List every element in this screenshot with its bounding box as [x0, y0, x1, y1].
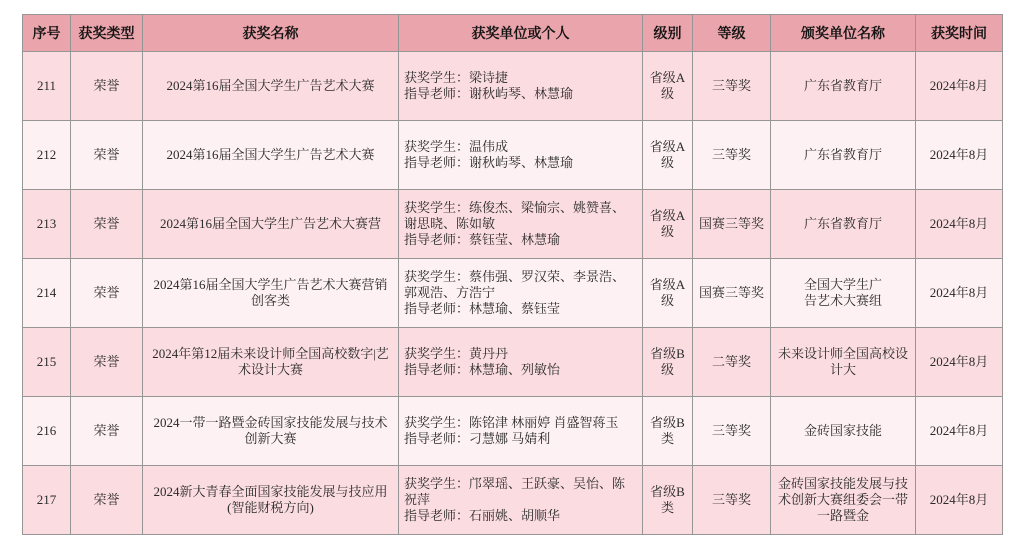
- time-cell: [916, 52, 1003, 121]
- time-cell: [916, 328, 1003, 397]
- advisors-line: 指导老师：谢秋屿琴、林慧瑜: [404, 155, 574, 170]
- index-cell: [23, 397, 71, 466]
- level-cell: [643, 190, 693, 259]
- award-type: 荣誉: [93, 78, 120, 93]
- name-cell: [143, 328, 399, 397]
- award-row: [23, 466, 1003, 535]
- row-index: 212: [36, 147, 57, 162]
- award-name: 2024第16届全国大学生广告艺术大赛: [166, 78, 375, 93]
- name-cell: [143, 259, 399, 328]
- level-cell: [643, 466, 693, 535]
- winner-cell: [399, 121, 643, 190]
- award-row: [23, 190, 1003, 259]
- winner-block: [404, 476, 630, 524]
- index-cell: [23, 121, 71, 190]
- issuer-cell: [771, 52, 916, 121]
- award-name: 2024一带一路暨金砖国家技能发展与技术创新大赛: [153, 415, 388, 446]
- time-cell: [916, 190, 1003, 259]
- issuer-cell: [771, 190, 916, 259]
- level-cell: [643, 397, 693, 466]
- winner-block: [404, 139, 630, 171]
- award-time: 2024年8月: [929, 285, 989, 300]
- award-type: 荣誉: [93, 354, 120, 369]
- time-cell: [916, 259, 1003, 328]
- header-level: 级别: [643, 15, 693, 52]
- index-cell: [23, 52, 71, 121]
- award-time: 2024年8月: [929, 216, 989, 231]
- table-header: [23, 15, 1003, 52]
- issuer-cell: [771, 328, 916, 397]
- advisors-line: 指导老师：刁慧娜 马婧利: [404, 431, 551, 446]
- header-type: 获奖类型: [71, 15, 143, 52]
- students-line: 获奖学生：练俊杰、梁愉宗、姚赞喜、谢思晓、陈如敏: [404, 200, 626, 231]
- award-time: 2024年8月: [929, 147, 989, 162]
- time-cell: [916, 397, 1003, 466]
- award-time: 2024年8月: [929, 492, 989, 507]
- award-time: 2024年8月: [929, 354, 989, 369]
- award-type: 荣誉: [93, 423, 120, 438]
- award-level: 省级B级: [650, 346, 685, 377]
- advisors-line: 指导老师：谢秋屿琴、林慧瑜: [404, 86, 574, 101]
- award-row: [23, 121, 1003, 190]
- time-cell: [916, 121, 1003, 190]
- students-line: 获奖学生：梁诗捷: [404, 70, 509, 85]
- row-index: 214: [36, 285, 57, 300]
- award-grade: 三等奖: [711, 147, 751, 162]
- award-grade: 国赛三等奖: [698, 216, 764, 231]
- advisors-line: 指导老师：林慧瑜、列敏怡: [404, 362, 561, 377]
- issuer-name: 金砖国家技能: [803, 423, 882, 438]
- award-name: 2024第16届全国大学生广告艺术大赛营销创客类: [153, 277, 388, 308]
- winner-cell: [399, 466, 643, 535]
- award-time: 2024年8月: [929, 423, 989, 438]
- award-level: 省级B类: [650, 484, 685, 515]
- index-cell: [23, 259, 71, 328]
- row-index: 216: [36, 423, 57, 438]
- name-cell: [143, 397, 399, 466]
- name-cell: [143, 466, 399, 535]
- issuer-name: 广东省教育厅: [803, 147, 882, 162]
- winner-block: [404, 70, 630, 102]
- level-cell: [643, 121, 693, 190]
- winner-cell: [399, 259, 643, 328]
- winner-block: [404, 346, 630, 378]
- award-level: 省级A级: [649, 277, 686, 308]
- header-index: 序号: [23, 15, 71, 52]
- name-cell: [143, 52, 399, 121]
- type-cell: [71, 328, 143, 397]
- grade-cell: [693, 328, 771, 397]
- students-line: 获奖学生：蔡伟强、罗汉荣、李景浩、郭观浩、方浩宁: [404, 269, 626, 300]
- winner-cell: [399, 52, 643, 121]
- grade-cell: [693, 466, 771, 535]
- type-cell: [71, 121, 143, 190]
- table-body: [23, 52, 1003, 535]
- award-type: 荣誉: [93, 147, 120, 162]
- award-row: [23, 397, 1003, 466]
- type-cell: [71, 397, 143, 466]
- winner-cell: [399, 397, 643, 466]
- time-cell: [916, 466, 1003, 535]
- header-time: 获奖时间: [916, 15, 1003, 52]
- award-type: 荣誉: [93, 216, 120, 231]
- issuer-cell: [771, 259, 916, 328]
- advisors-line: 指导老师：石丽姚、胡顺华: [404, 508, 561, 523]
- header-row: [23, 15, 1003, 52]
- index-cell: [23, 190, 71, 259]
- row-index: 217: [36, 492, 57, 507]
- level-cell: [643, 52, 693, 121]
- name-cell: [143, 121, 399, 190]
- type-cell: [71, 190, 143, 259]
- issuer-name: 广东省教育厅: [803, 216, 882, 231]
- winner-cell: [399, 328, 643, 397]
- header-grade: 等级: [693, 15, 771, 52]
- advisors-line: 指导老师：林慧瑜、蔡钰莹: [404, 301, 561, 316]
- issuer-name: 全国大学生广告艺术大赛组: [803, 277, 882, 308]
- row-index: 213: [36, 216, 57, 231]
- issuer-cell: [771, 466, 916, 535]
- award-level: 省级A级: [649, 208, 686, 239]
- header-winner: 获奖单位或个人: [399, 15, 643, 52]
- index-cell: [23, 466, 71, 535]
- award-type: 荣誉: [93, 285, 120, 300]
- level-cell: [643, 328, 693, 397]
- award-grade: 二等奖: [711, 354, 751, 369]
- issuer-name: 广东省教育厅: [803, 78, 882, 93]
- award-row: [23, 328, 1003, 397]
- advisors-line: 指导老师：蔡钰莹、林慧瑜: [404, 232, 561, 247]
- issuer-name: 未来设计师全国高校设计大: [777, 346, 908, 377]
- students-line: 获奖学生：陈铭津 林丽婷 肖盛智蒋玉: [404, 415, 619, 430]
- header-issuer: 颁奖单位名称: [771, 15, 916, 52]
- index-cell: [23, 328, 71, 397]
- type-cell: [71, 259, 143, 328]
- award-name: 2024新大青春全面国家技能发展与技应用(智能财税方向): [153, 484, 388, 515]
- winner-cell: [399, 190, 643, 259]
- winner-block: [404, 269, 630, 317]
- award-grade: 国赛三等奖: [698, 285, 764, 300]
- students-line: 获奖学生：邝翠瑶、王跃豪、吴怡、陈祝萍: [404, 476, 626, 507]
- grade-cell: [693, 397, 771, 466]
- grade-cell: [693, 190, 771, 259]
- header-name: 获奖名称: [143, 15, 399, 52]
- award-name: 2024年第12届未来设计师全国高校数字|艺术设计大赛: [152, 346, 389, 377]
- row-index: 211: [36, 78, 57, 93]
- award-type: 荣誉: [93, 492, 120, 507]
- award-row: [23, 259, 1003, 328]
- type-cell: [71, 52, 143, 121]
- row-index: 215: [36, 354, 57, 369]
- award-row: [23, 52, 1003, 121]
- award-level: 省级B类: [650, 415, 685, 446]
- award-name: 2024第16届全国大学生广告艺术大赛: [166, 147, 375, 162]
- issuer-cell: [771, 121, 916, 190]
- issuer-cell: [771, 397, 916, 466]
- winner-block: [404, 415, 630, 447]
- students-line: 获奖学生：温伟成: [404, 139, 509, 154]
- award-time: 2024年8月: [929, 78, 989, 93]
- name-cell: [143, 190, 399, 259]
- awards-table: [22, 14, 1003, 535]
- grade-cell: [693, 121, 771, 190]
- award-level: 省级A级: [649, 70, 686, 101]
- issuer-name: 金砖国家技能发展与技术创新大赛组委会一带一路暨金: [777, 476, 908, 523]
- winner-block: [404, 200, 630, 248]
- award-level: 省级A级: [649, 139, 686, 170]
- level-cell: [643, 259, 693, 328]
- award-grade: 三等奖: [711, 492, 751, 507]
- students-line: 获奖学生：黄丹丹: [404, 346, 509, 361]
- grade-cell: [693, 259, 771, 328]
- grade-cell: [693, 52, 771, 121]
- award-name: 2024第16届全国大学生广告艺术大赛营: [159, 216, 381, 231]
- award-grade: 三等奖: [711, 423, 751, 438]
- award-grade: 三等奖: [711, 78, 751, 93]
- type-cell: [71, 466, 143, 535]
